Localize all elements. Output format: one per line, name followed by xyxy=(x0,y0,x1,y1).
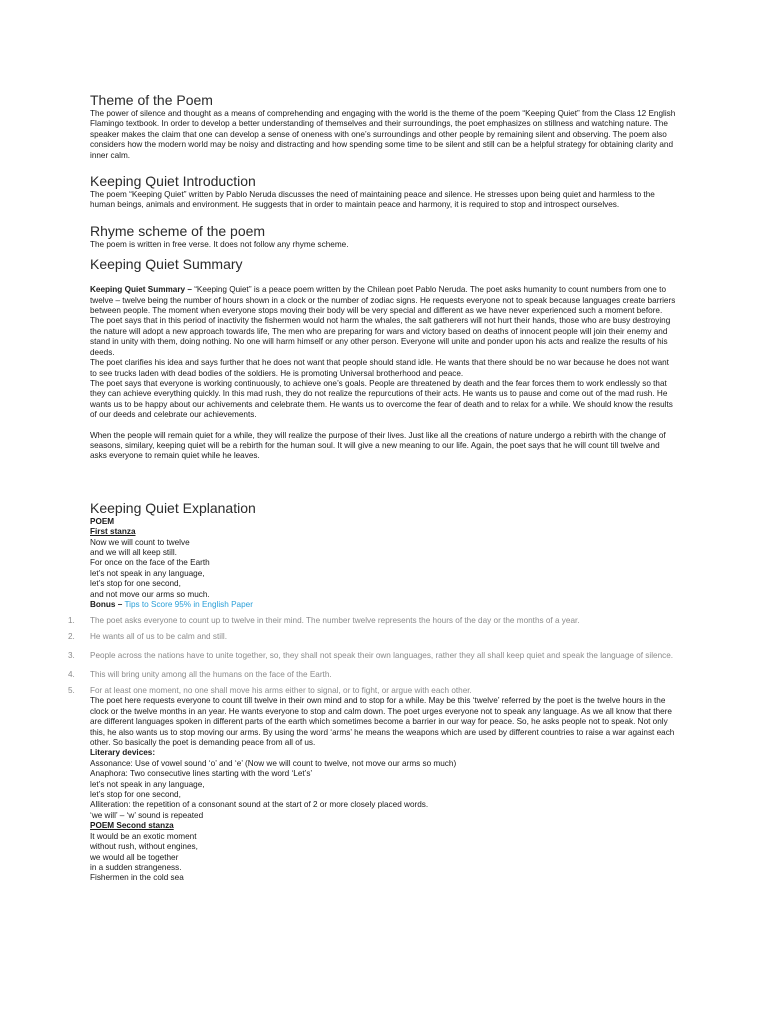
stanza-line: we would all be together xyxy=(90,852,179,862)
explanation-paragraph: The poet here requests everyone to count till twelve in their own mind and to stop for a while. May be this ‘twelve’ referred by the poet is the twelve hours in the clock or the twelve months in an year. He wants everyone to stop and calm down. The poet urges everyone not to speak any language. As we all know that there are different languages spoken in different parts of the earth which sometimes become a barrier in our way for peace. So, he asks people not to speak. Not only this, he also wants us to stop moving our arms. By using the word ‘arms’ he means the weapons which are used by different countries to raise a war against each other. So basically the poet is demanding peace from all of us. xyxy=(90,696,675,748)
rhyme-heading: Rhyme scheme of the poem xyxy=(90,222,266,239)
stanza-line: in a sudden strangeness. xyxy=(90,862,182,872)
device-line: Anaphora: Two consecutive lines starting with the word ‘Let’s’ xyxy=(90,769,313,779)
bonus-label: Bonus – xyxy=(90,600,123,609)
summary-lead: Keeping Quiet Summary – xyxy=(90,285,192,295)
device-line: ‘we will’ – ‘w’ sound is repeated xyxy=(90,810,204,820)
bonus-line xyxy=(90,600,678,610)
first-stanza-label: First stanza xyxy=(90,527,136,537)
rhyme-body: The poem is written in free verse. It does not follow any rhyme scheme. xyxy=(90,239,349,249)
poem-label: POEM xyxy=(90,516,115,526)
stanza-line: without rush, without engines, xyxy=(90,842,198,852)
list-item: 1. The poet asks everyone to count up to twelve in their mind. The number twelve represents the hours of the day or the months of a year. xyxy=(68,616,580,626)
summary-paragraph-3: The poet clarifies his idea and says further that he does not want that people should stand idle. He wants that there should be no war because he does not want to see trucks laden with dead bodies of the soldiers. He is promoting Universal brotherhood and peace. xyxy=(90,358,669,378)
list-item: 4. This will bring unity among all the humans on the face of the Earth. xyxy=(68,670,332,679)
list-item: 5. For at least one moment, no one shall move his arms either to signal, or to fight, or argue with each other. xyxy=(68,686,472,695)
theme-body: The power of silence and thought as a means of comprehending and engaging with the world is the theme of the poem “Keeping Quiet” from the Class 12 English Flamingo textbook. In order to develop a better understanding of themselves and their surroundings, the poet emphasizes on stillness and watching nature. The speaker makes the claim that one can develop a sense of oneness with one’s surroundings and other people by remaining silent and observing. The poem also considers how the modern world may be noisy and distracting and how spending some time to be silent and still can be a helpful strategy for obtaining clarity and inner calm. xyxy=(90,109,676,160)
stanza-line: and not move our arms so much. xyxy=(90,589,210,599)
summary-heading: Keeping Quiet Summary xyxy=(90,256,243,273)
bonus-link[interactable]: Tips to Score 95% in English Paper xyxy=(124,600,253,609)
list-item: 3. People across the nations have to unite together, so, they shall not speak their own languages, rather they all shall keep quiet and speak the language of silence. xyxy=(68,651,674,661)
second-stanza-label: POEM Second stanza xyxy=(90,821,174,831)
explanation-points xyxy=(68,616,678,696)
first-stanza-lines xyxy=(90,538,678,600)
literary-devices-lines xyxy=(90,759,678,821)
document-content xyxy=(68,92,678,884)
theme-heading: Theme of the Poem xyxy=(90,92,213,108)
stanza-line: let’s not speak in any language, xyxy=(90,568,205,578)
summary-paragraph-2: The poet says that in this period of inactivity the fishermen would not harm the whales, the salt gatherers will not hurt their hands, those who are busy destroying the nature will adopt a new approach towards life, The men who are preparing for wars and victory based on deaths of innocent people will join their enemy and stand in unity with them, doing nothing. No one will harm himself or any other person. Everyone will unite and ponder upon his acts and realize the results of his deeds. xyxy=(90,316,671,357)
device-line: Alliteration: the repetition of a consonant sound at the start of 2 or more closely placed words. xyxy=(90,800,429,810)
device-line: let’s not speak in any language, xyxy=(90,779,205,789)
literary-devices-label: Literary devices: xyxy=(90,748,156,758)
device-line: Assonance: Use of vowel sound ‘o’ and ‘e’ (Now we will count to twelve, not move our arms so much) xyxy=(90,758,457,768)
device-line: let’s stop for one second, xyxy=(90,790,181,800)
summary-paragraph-1: Keeping Quiet Summary – “Keeping Quiet” is a peace poem written by the Chilean poet Pablo Neruda. The poet asks humanity to count numbers from one to twelve – twelve being the number of hours shown in a clock or the number of zodiac signs. He requests everyone not to speak because languages create barriers between people. The moment when everyone stops moving their body will be very special and different as we have never experienced such a moment before. xyxy=(90,285,676,316)
second-stanza-lines xyxy=(90,832,678,884)
intro-heading: Keeping Quiet Introduction xyxy=(90,173,256,190)
stanza-line: and we will all keep still. xyxy=(90,547,177,557)
stanza-line: It would be an exotic moment xyxy=(90,831,197,841)
summary-paragraph-5: When the people will remain quiet for a while, they will realize the purpose of their lives. Just like all the creations of nature undergo a rebirth with the change of seasons, similary, keeping quiet will be a rebirth for the human soul. It will give a new meaning to our life. Again, the poet says that he will count till twelve and asks everyone to remain quiet while he leaves. xyxy=(90,430,666,461)
stanza-line: Fishermen in the cold sea xyxy=(90,873,184,883)
explanation-heading: Keeping Quiet Explanation xyxy=(90,499,256,516)
stanza-line: For once on the face of the Earth xyxy=(90,558,210,568)
stanza-line: let’s stop for one second, xyxy=(90,579,181,589)
intro-body: The poem “Keeping Quiet” written by Pablo Neruda discusses the need of maintaining peace and silence. He stresses upon being quiet and harmless to the human beings, animals and environment. He suggests that in order to maintain peace and harmony, it is required to stop and introspect ourselves. xyxy=(90,190,655,210)
stanza-line: Now we will count to twelve xyxy=(90,537,190,547)
summary-paragraph-4: The poet says that everyone is working continuously, to achieve one’s goals. People are threatened by death and the fear forces them to work endlessly so that they can achieve everything quickly. In this mad rush, they do not realize the repurcutions of their acts. He wants us to pause and come out of the mad rush. He wants us to be happy about our achivements and celebrate them. He wants us to overcome the fear of death and to relax for a while. We should know the results of our deeds and celebrate our achievements. xyxy=(90,378,673,420)
list-item: 2. He wants all of us to be calm and still. xyxy=(68,632,227,642)
